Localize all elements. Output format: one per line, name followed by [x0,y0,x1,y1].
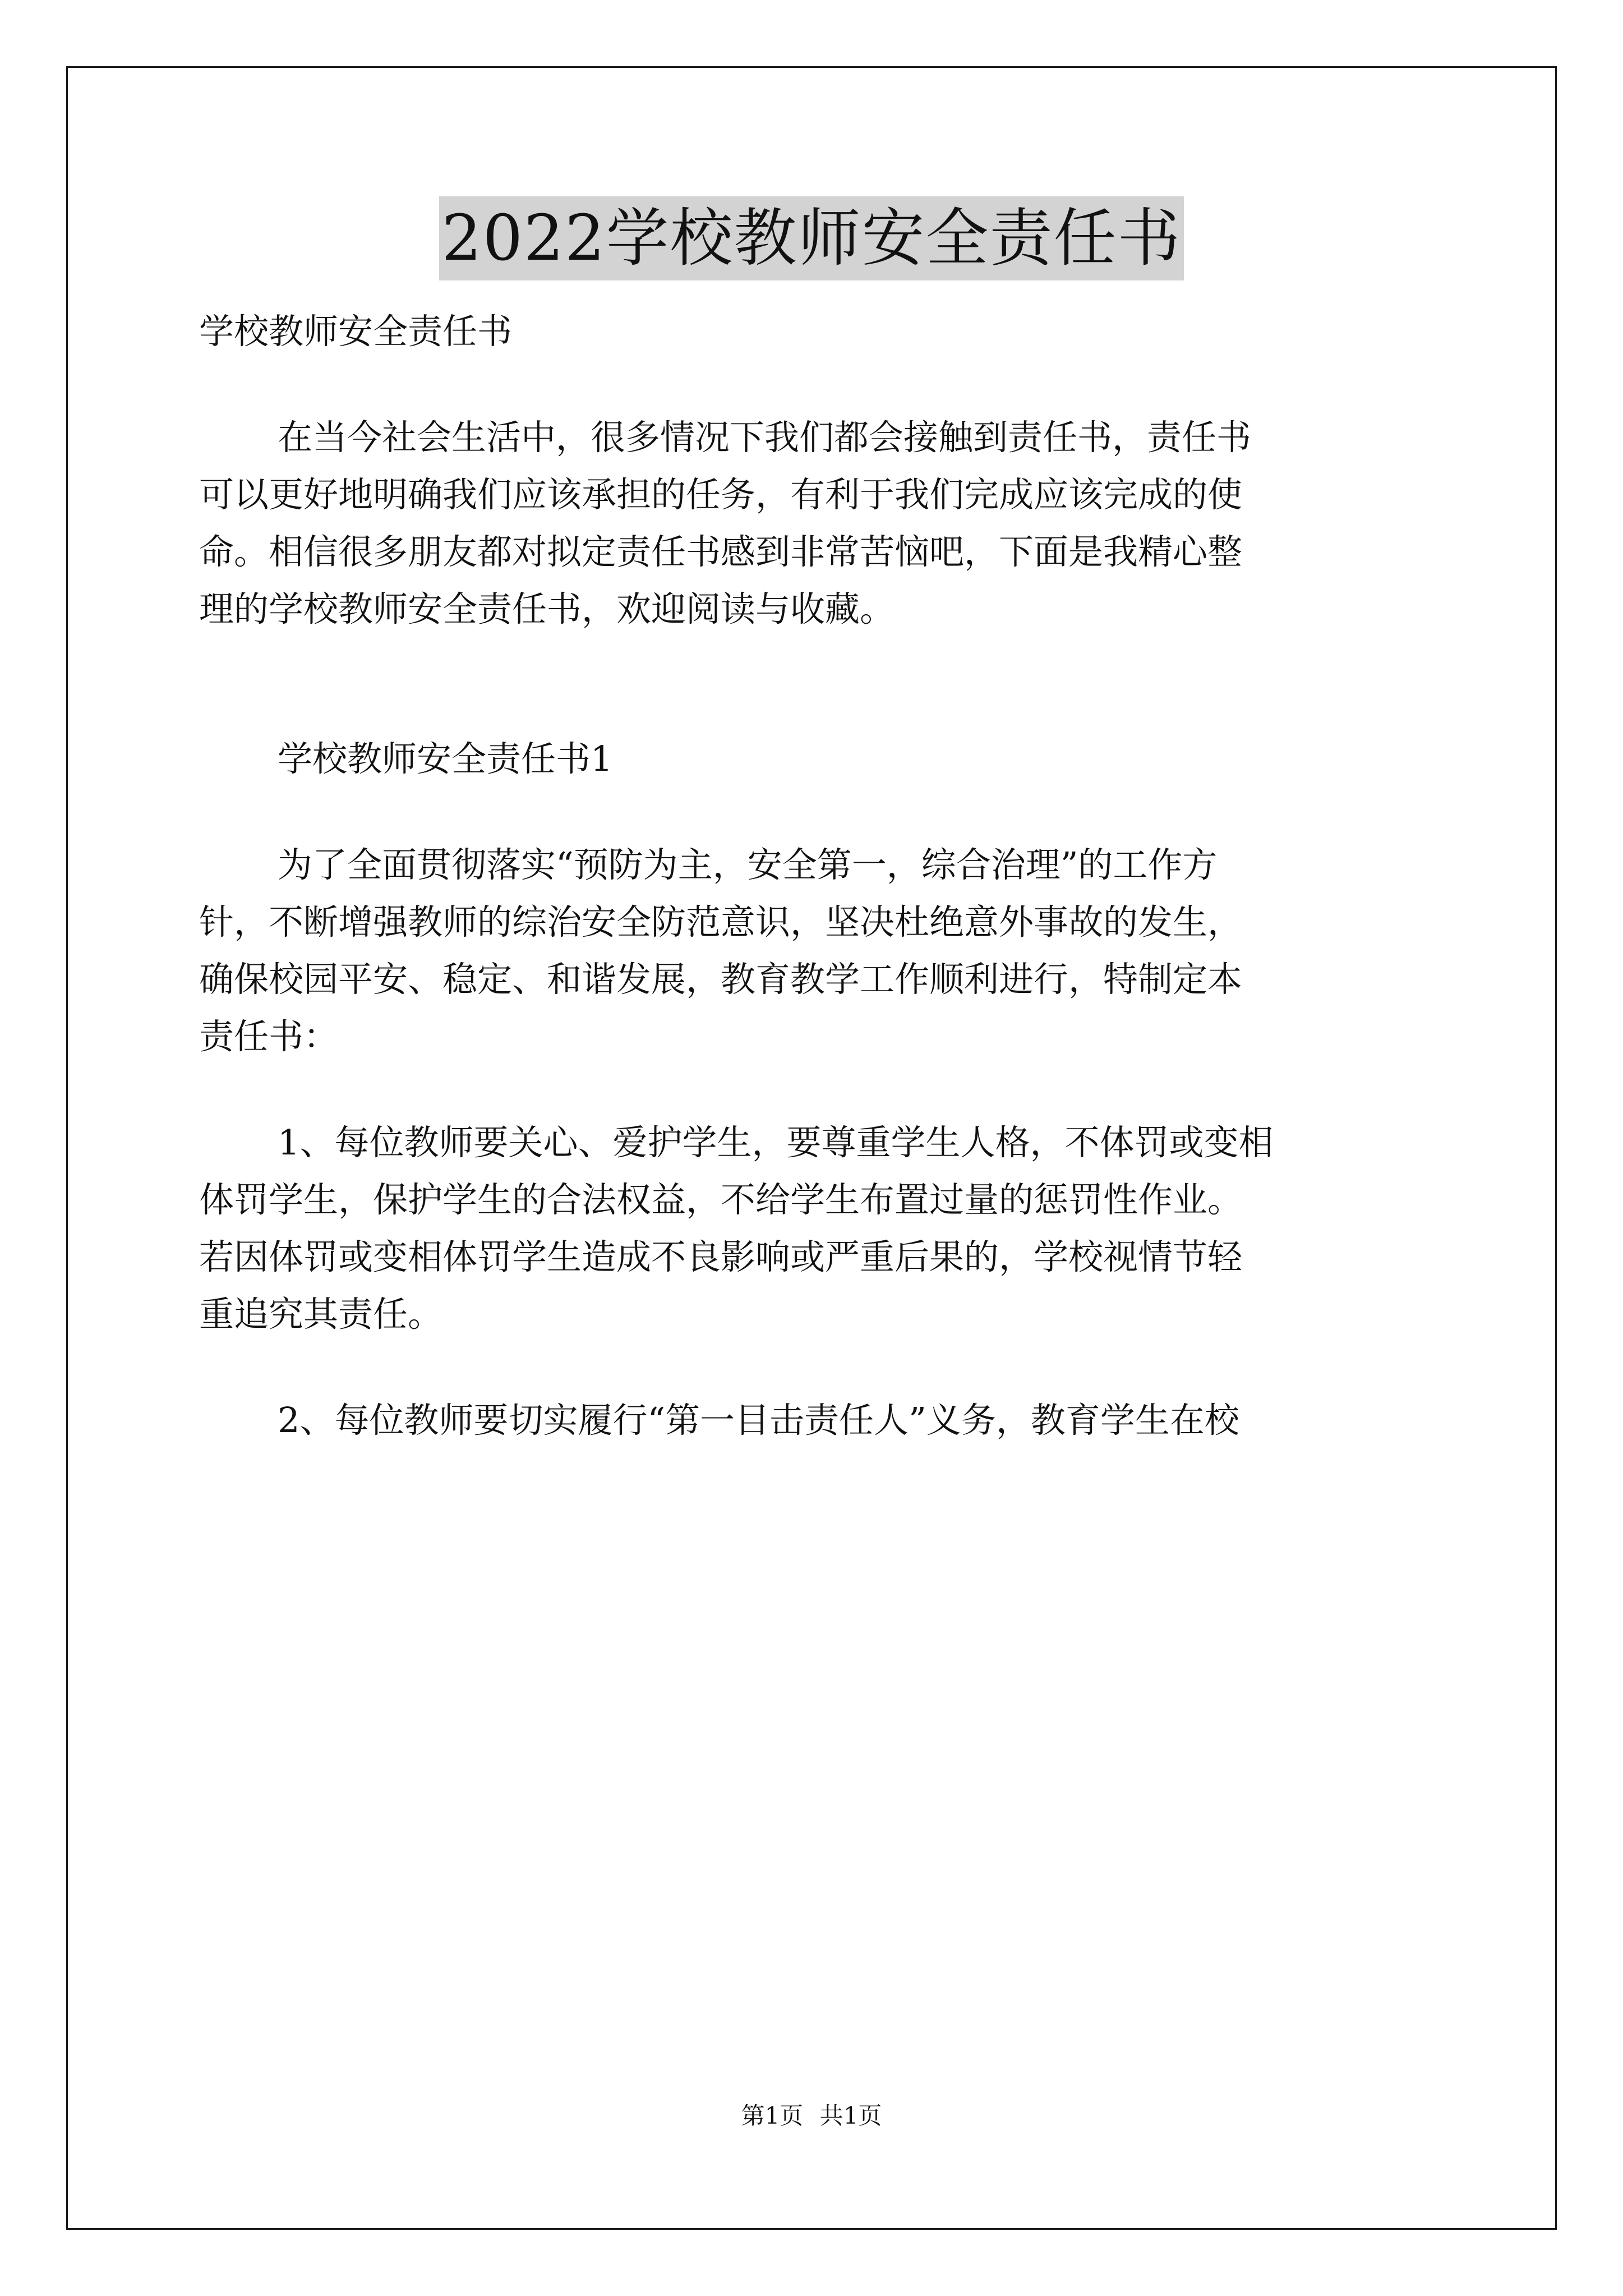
item-1-line: 若因体罚或变相体罚学生造成不良影响或严重后果的，学校视情节轻 [199,1236,1243,1277]
item-1-line: 1、每位教师要关心、爱护学生，要尊重学生人格，不体罚或变相 [278,1122,1274,1163]
preamble-line: 针，不断增强教师的综治安全防范意识，坚决杜绝意外事故的发生， [199,901,1243,942]
preamble-line: 责任书： [199,1016,339,1057]
page-total: 共1页 [819,2102,882,2129]
intro-line: 可以更好地明确我们应该承担的任务，有利于我们完成应该完成的使 [199,474,1243,515]
section-title-line: 学校教师安全责任书1 [278,738,613,779]
item-1-line: 重追究其责任。 [199,1294,443,1335]
intro-line: 命。相信很多朋友都对拟定责任书感到非常苦恼吧，下面是我精心整 [199,531,1243,572]
document-body [199,303,1433,1449]
page-number: 第1页 [741,2102,804,2129]
item-2-line: 2、每位教师要切实履行“第一目击责任人”义务，教育学生在校 [278,1400,1239,1441]
intro-line: 在当今社会生活中，很多情况下我们都会接触到责任书，责任书 [278,417,1252,458]
heading-line: 学校教师安全责任书 [199,311,513,352]
item-1-line: 体罚学生，保护学生的合法权益，不给学生布置过量的惩罚性作业。 [199,1179,1243,1220]
document-heading [199,303,1433,360]
title-wrap [0,196,1623,280]
intro-line: 理的学校教师安全责任书，欢迎阅读与收藏。 [199,588,895,629]
intro-paragraph [199,409,1433,638]
preamble-line: 为了全面贯彻落实“预防为主，安全第一，综合治理”的工作方 [278,844,1218,885]
section-title [199,730,1433,788]
item-2-paragraph [199,1392,1433,1449]
preamble-line: 确保校园平安、稳定、和谐发展，教育教学工作顺利进行，特制定本 [199,959,1243,1000]
page-footer [0,2099,1623,2133]
preamble-paragraph [199,836,1433,1065]
item-1-paragraph [199,1114,1433,1343]
document-title: 2022学校教师安全责任书 [439,196,1183,280]
